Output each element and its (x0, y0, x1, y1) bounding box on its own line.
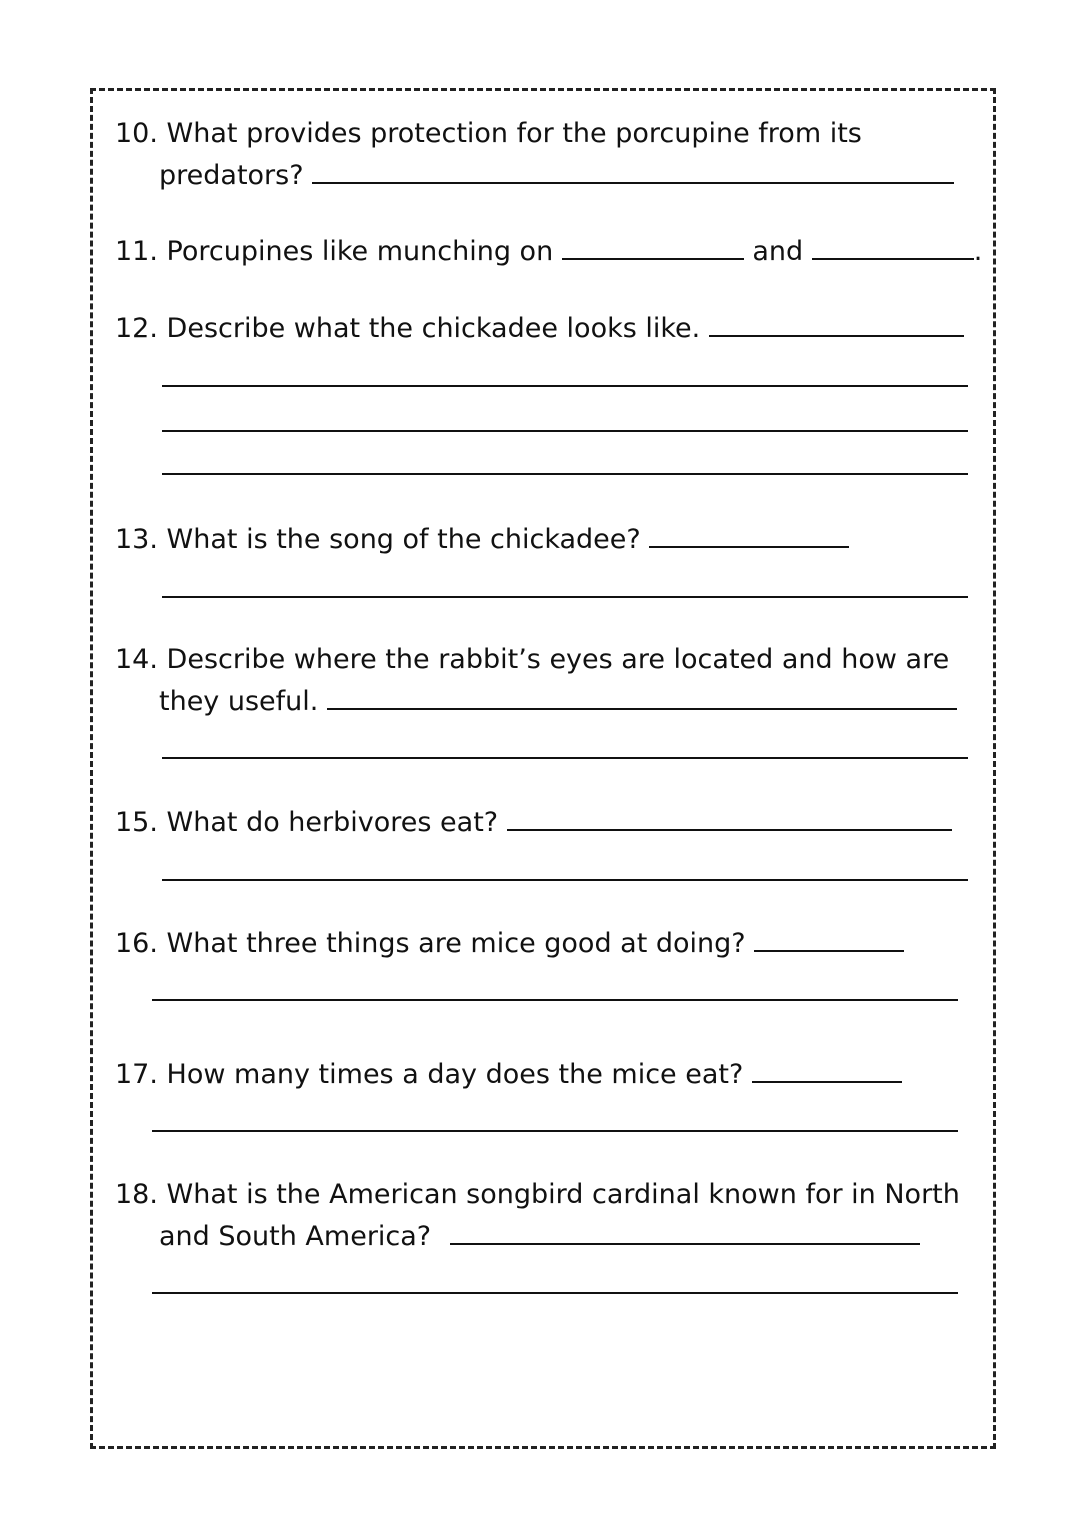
answer-blank-1[interactable] (562, 230, 744, 260)
question-16 (115, 922, 904, 964)
question-text: What is the song of the chickadee? (166, 524, 641, 555)
answer-line[interactable] (152, 999, 958, 1001)
answer-blank[interactable] (649, 518, 849, 548)
question-text: What is the American songbird cardinal known for in North (166, 1179, 960, 1210)
answer-line[interactable] (162, 879, 968, 881)
question-text-cont: predators? (159, 160, 304, 191)
question-10 (115, 113, 954, 196)
answer-line[interactable] (162, 473, 968, 475)
question-18 (115, 1174, 960, 1257)
question-number: 13. (115, 524, 158, 555)
question-text: Describe what the chickadee looks like. (166, 313, 701, 344)
question-text-and: and (752, 236, 804, 267)
question-text: What provides protection for the porcupine from its (166, 118, 862, 149)
answer-blank[interactable] (709, 307, 964, 337)
answer-blank[interactable] (752, 1053, 902, 1083)
question-13 (115, 518, 849, 560)
question-number: 15. (115, 807, 158, 838)
answer-line[interactable] (152, 1292, 958, 1294)
answer-line[interactable] (152, 1130, 958, 1132)
question-period: . (973, 236, 983, 267)
question-text: Describe where the rabbit’s eyes are located and how are (166, 644, 950, 675)
question-number: 18. (115, 1179, 158, 1210)
answer-blank[interactable] (754, 922, 904, 952)
answer-blank[interactable] (507, 801, 952, 831)
answer-blank[interactable] (312, 154, 954, 184)
answer-blank[interactable] (327, 680, 957, 710)
question-12 (115, 307, 964, 349)
question-text-cont: they useful. (159, 686, 319, 717)
answer-line[interactable] (162, 596, 968, 598)
question-number: 10. (115, 118, 158, 149)
answer-line[interactable] (162, 757, 968, 759)
answer-line[interactable] (162, 430, 968, 432)
question-text-cont: and South America? (159, 1221, 432, 1252)
question-11 (115, 230, 982, 272)
question-14 (115, 639, 957, 722)
answer-blank-2[interactable] (812, 230, 974, 260)
question-text: What three things are mice good at doing? (166, 928, 746, 959)
question-number: 17. (115, 1059, 158, 1090)
question-number: 12. (115, 313, 158, 344)
question-text: Porcupines like munching on (166, 236, 554, 267)
question-text: How many times a day does the mice eat? (166, 1059, 744, 1090)
question-number: 14. (115, 644, 158, 675)
question-text: What do herbivores eat? (166, 807, 499, 838)
question-17 (115, 1053, 902, 1095)
answer-blank[interactable] (450, 1215, 920, 1245)
question-number: 16. (115, 928, 158, 959)
question-15 (115, 801, 952, 843)
question-number: 11. (115, 236, 158, 267)
answer-line[interactable] (162, 385, 968, 387)
